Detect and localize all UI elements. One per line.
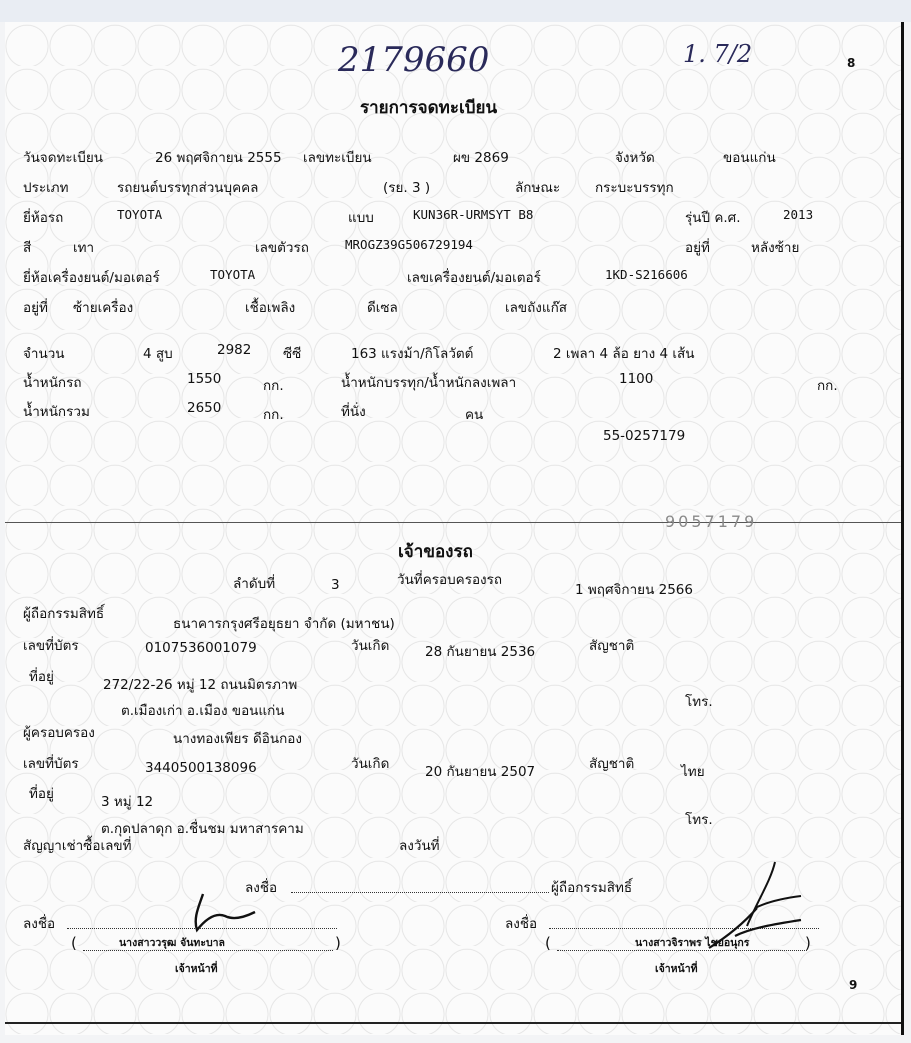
holder-id-value: 0107536001079 bbox=[145, 640, 257, 656]
possessor-label: ผู้ครอบครอง bbox=[23, 725, 95, 741]
holder-nationality-label: สัญชาติ bbox=[589, 638, 635, 654]
plate-label: เลขทะเบียน bbox=[303, 150, 372, 166]
bottom-border-line bbox=[5, 1022, 901, 1024]
holder-phone-label: โทร. bbox=[685, 694, 713, 710]
color-value: เทา bbox=[73, 240, 95, 256]
handwritten-reference: 2179660 bbox=[338, 40, 490, 80]
style-label: ลักษณะ bbox=[515, 180, 561, 196]
model-value: KUN36R-URMSYT B8 bbox=[413, 207, 534, 222]
registration-document bbox=[5, 22, 904, 1035]
officer-right-name-line bbox=[557, 950, 807, 951]
holder-address-line2: ต.เมืองเก่า อ.เมือง ขอนแก่น bbox=[121, 703, 285, 719]
holder-label: ผู้ถือกรรมสิทธิ์ bbox=[23, 606, 105, 622]
plate-value: ผข 2869 bbox=[453, 150, 509, 166]
chassis-label: เลขตัวรถ bbox=[255, 240, 309, 256]
holder-sign-label: ลงชื่อ bbox=[245, 880, 278, 896]
faded-stamp-number: 9057179 bbox=[665, 512, 758, 531]
vehicle-type-label: ประเภท bbox=[23, 180, 69, 196]
fuel-value: ดีเซล bbox=[367, 300, 398, 316]
engine-brand-label: ยี่ห้อเครื่องยนต์/มอเตอร์ bbox=[23, 270, 160, 286]
possessor-birthdate-value: 20 กันยายน 2507 bbox=[425, 764, 536, 780]
page-mark-bottom: 9 bbox=[849, 978, 858, 992]
holder-value: ธนาคารกรุงศรีอยุธยา จำกัด (มหาชน) bbox=[173, 616, 395, 632]
province-label: จังหวัด bbox=[615, 150, 655, 166]
holder-id-label: เลขที่บัตร bbox=[23, 638, 79, 654]
possessor-birthdate-label: วันเกิด bbox=[351, 756, 390, 772]
possessor-nationality-value: ไทย bbox=[681, 764, 705, 780]
possessor-phone-label: โทร. bbox=[685, 812, 713, 828]
officer-right-role: เจ้าหน้าที่ bbox=[655, 963, 698, 975]
possessor-address-label: ที่อยู่ bbox=[29, 786, 54, 802]
section-title-registration: รายการจดทะเบียน bbox=[360, 98, 498, 118]
officer-right-name: นางสาวจิราพร ไชยอนุกร bbox=[635, 937, 750, 949]
cylinders-value: 4 สูบ bbox=[143, 346, 173, 362]
chassis-value: MROGZ39G506729194 bbox=[345, 237, 473, 252]
order-label: ลำดับที่ bbox=[233, 576, 276, 592]
vehicle-type-code: (รย. 3 ) bbox=[383, 180, 431, 196]
engine-number-value: 1KD-S216606 bbox=[605, 267, 688, 282]
engine-location-value: ซ้ายเครื่อง bbox=[73, 300, 134, 316]
axles-wheels-value: 2 เพลา 4 ล้อ ยาง 4 เส้น bbox=[553, 346, 695, 362]
vehicle-type-value: รถยนต์บรรทุกส่วนบุคคล bbox=[117, 180, 259, 196]
possessor-nationality-label: สัญชาติ bbox=[589, 756, 635, 772]
load-weight-value: 1100 bbox=[619, 371, 654, 387]
document-number: 55-0257179 bbox=[603, 428, 686, 444]
officer-left-paren-open: ( bbox=[71, 934, 77, 952]
officer-left-name-line bbox=[83, 950, 333, 951]
handwritten-corner-note: 1. 7/2 bbox=[683, 40, 753, 68]
possession-date-value: 1 พฤศจิกายน 2566 bbox=[575, 582, 693, 598]
gas-tank-label: เลขถังแก๊ส bbox=[505, 300, 567, 316]
officer-right-sign-label: ลงชื่อ bbox=[505, 916, 538, 932]
kg-unit-1: กก. bbox=[263, 378, 284, 394]
vehicle-weight-value: 1550 bbox=[187, 371, 222, 387]
contract-date-label: ลงวันที่ bbox=[399, 838, 440, 854]
engine-number-label: เลขเครื่องยนต์/มอเตอร์ bbox=[407, 270, 541, 286]
holder-address-line1: 272/22-26 หมู่ 12 ถนนมิตรภาพ bbox=[103, 677, 298, 693]
officer-left-role: เจ้าหน้าที่ bbox=[175, 963, 218, 975]
possessor-address-line2: ต.กุดปลาดุก อ.ชื่นชม มหาสารคาม bbox=[101, 821, 304, 837]
holder-birthdate-label: วันเกิด bbox=[351, 638, 390, 654]
possessor-id-label: เลขที่บัตร bbox=[23, 756, 79, 772]
possession-date-label: วันที่ครอบครองรถ bbox=[397, 572, 503, 588]
fuel-label: เชื้อเพลิง bbox=[245, 300, 296, 316]
officer-left-name: นางสาววรุฒ จันทะบาล bbox=[119, 937, 225, 949]
count-label: จำนวน bbox=[23, 346, 65, 362]
province-value: ขอนแก่น bbox=[723, 150, 776, 166]
officer-right-paren-open: ( bbox=[545, 934, 551, 952]
officer-left-sign-label: ลงชื่อ bbox=[23, 916, 56, 932]
brand-label: ยี่ห้อรถ bbox=[23, 210, 64, 226]
officer-right-paren-close: ) bbox=[805, 934, 811, 952]
cc-unit: ซีซี bbox=[283, 346, 302, 362]
engine-brand-value: TOYOTA bbox=[210, 267, 256, 282]
model-year-label: รุ่นปี ค.ศ. bbox=[685, 210, 741, 226]
reg-date-label: วันจดทะเบียน bbox=[23, 150, 103, 166]
seats-label: ที่นั่ง bbox=[341, 404, 366, 420]
kg-unit-3: กก. bbox=[263, 407, 284, 423]
style-value: กระบะบรรทุก bbox=[595, 180, 674, 196]
chassis-location-label: อยู่ที่ bbox=[685, 240, 710, 256]
holder-sign-caption: ผู้ถือกรรมสิทธิ์ bbox=[551, 880, 633, 896]
holder-sign-line bbox=[291, 892, 549, 893]
seats-unit: คน bbox=[465, 407, 484, 423]
horsepower-value: 163 แรงม้า/กิโลวัตต์ bbox=[351, 346, 474, 362]
cc-value: 2982 bbox=[217, 342, 252, 358]
color-label: สี bbox=[23, 240, 32, 256]
load-weight-label: น้ำหนักบรรทุก/น้ำหนักลงเพลา bbox=[341, 375, 517, 391]
holder-birthdate-value: 28 กันยายน 2536 bbox=[425, 644, 536, 660]
section-title-owner: เจ้าของรถ bbox=[398, 542, 473, 562]
possessor-id-value: 3440500138096 bbox=[145, 760, 257, 776]
viewer-top-bar bbox=[0, 0, 911, 22]
gross-weight-label: น้ำหนักรวม bbox=[23, 404, 90, 420]
reg-date-value: 26 พฤศจิกายน 2555 bbox=[155, 150, 282, 166]
possessor-address-line1: 3 หมู่ 12 bbox=[101, 794, 154, 810]
page-mark-top: 8 bbox=[847, 56, 856, 70]
officer-left-paren-close: ) bbox=[335, 934, 341, 952]
section-divider bbox=[5, 522, 901, 523]
engine-location-label: อยู่ที่ bbox=[23, 300, 48, 316]
possessor-value: นางทองเพียร ดีอินกอง bbox=[173, 731, 302, 747]
gross-weight-value: 2650 bbox=[187, 400, 222, 416]
model-label: แบบ bbox=[348, 210, 374, 226]
vehicle-weight-label: น้ำหนักรถ bbox=[23, 375, 82, 391]
chassis-location-value: หลังซ้าย bbox=[751, 240, 800, 256]
kg-unit-2: กก. bbox=[817, 378, 838, 394]
contract-number-label: สัญญาเช่าซื้อเลขที่ bbox=[23, 838, 132, 854]
brand-value: TOYOTA bbox=[117, 207, 163, 222]
holder-address-label: ที่อยู่ bbox=[29, 669, 54, 685]
order-value: 3 bbox=[331, 577, 340, 593]
model-year-value: 2013 bbox=[783, 207, 814, 222]
